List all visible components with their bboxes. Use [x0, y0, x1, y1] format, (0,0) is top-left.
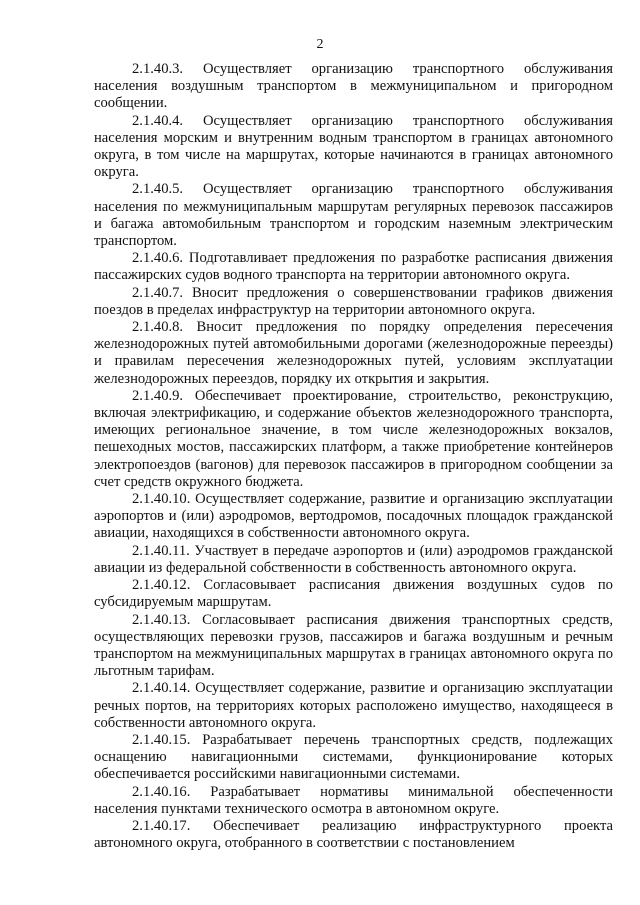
paragraph-text: Осуществляет организацию транспортного обслуживания населения морским и внутренним водным транспортом в границах автономного округа, в том числе на маршрутах, которые начинаются в границах автономного округа. — [94, 112, 613, 181]
page-number: 2 — [316, 37, 324, 52]
paragraph-number: 2.1.40.8. — [132, 319, 184, 336]
paragraph-number: 2.1.40.7. — [132, 284, 184, 301]
paragraph-text: Обеспечивает реализацию инфраструктурного проекта автономного округа, отобранного в соответствии с постановлением — [94, 817, 613, 852]
paragraph-number: 2.1.40.5. — [132, 181, 184, 198]
paragraph-text: Осуществляет содержание, развитие и организацию эксплуатации речных портов, на территориях которых расположено имущество, находящееся в собственности автономного округа. — [94, 680, 613, 731]
paragraph-2-1-40-16 — [94, 784, 613, 818]
paragraph-number: 2.1.40.4. — [132, 112, 184, 129]
paragraph-text: Вносит предложения о совершенствовании графиков движения поездов в пределах инфраструктур на территории автономного округа. — [94, 284, 613, 318]
paragraph-2-1-40-5 — [94, 181, 613, 250]
paragraph-2-1-40-7 — [94, 285, 613, 319]
paragraph-number: 2.1.40.11. — [132, 542, 190, 559]
paragraph-2-1-40-14 — [94, 680, 613, 732]
paragraph-text: Вносит предложения по порядку определения пересечения железнодорожных путей автомобильными дорогами (железнодорожные переезды) и правилам пересечения железнодорожных путей, условиям эксплуатации железнодорожных переездов, порядку их открытия и закрытия. — [94, 319, 614, 387]
paragraph-2-1-40-6 — [94, 250, 613, 284]
paragraph-2-1-40-17 — [94, 818, 613, 852]
paragraph-text: Согласовывает расписания движения транспортных средств, осуществляющих перевозки грузов, пассажиров и багажа воздушным и речным транспортом на межмуниципальных маршрутах в границах автономного округа по льготным тарифам. — [94, 611, 613, 680]
paragraph-number: 2.1.40.17. — [132, 817, 191, 834]
paragraph-text: Обеспечивает проектирование, строительство, реконструкцию, включая электрификацию, и содержание объектов железнодорожного транспорта, имеющих региональное значение, в том числе железнодорожных вокзалов, пешеходных мостов, пассажирских платформ, а также приобретение контейнеров электропоездов (вагонов) для перевозок пассажиров в пригородном сообщении за счет средств окружного бюджета. — [94, 387, 613, 490]
paragraph-number: 2.1.40.15. — [132, 731, 191, 748]
paragraph-text: Согласовывает расписания движения воздушных судов по субсидируемым маршрутам. — [94, 577, 613, 611]
paragraph-2-1-40-10 — [94, 491, 613, 543]
paragraph-2-1-40-13 — [94, 612, 613, 681]
paragraph-2-1-40-11 — [94, 543, 613, 577]
paragraph-2-1-40-4 — [94, 113, 613, 182]
paragraph-number: 2.1.40.12. — [132, 577, 191, 594]
paragraph-text: Осуществляет организацию транспортного обслуживания населения воздушным транспортом в межмуниципальном и пригородном сообщении. — [94, 61, 613, 112]
paragraph-text: Осуществляет содержание, развитие и организацию эксплуатации аэропортов и (или) аэродромов, вертодромов, посадочных площадок гражданской авиации, находящихся в собственности автономного округа. — [94, 491, 613, 542]
paragraph-text: Подготавливает предложения по разработке расписания движения пассажирских судов водного транспорта на территории автономного округа. — [94, 250, 613, 284]
paragraph-2-1-40-8 — [94, 319, 613, 388]
paragraph-number: 2.1.40.10. — [132, 491, 191, 508]
paragraph-text: Осуществляет организацию транспортного обслуживания населения по межмуниципальным маршрутам регулярных перевозок пассажиров и багажа автомобильным транспортом и городским наземным электрическим транспортом. — [94, 181, 613, 250]
paragraph-2-1-40-3 — [94, 61, 613, 113]
paragraph-2-1-40-9 — [94, 388, 613, 491]
document-body — [94, 61, 613, 852]
paragraph-number: 2.1.40.13. — [132, 611, 191, 628]
paragraph-number: 2.1.40.14. — [132, 680, 191, 697]
paragraph-2-1-40-12 — [94, 577, 613, 611]
paragraph-text: Участвует в передаче аэропортов и (или) аэродромов гражданской авиации из федеральной собственности в собственность автономного округа. — [94, 542, 613, 576]
paragraph-number: 2.1.40.3. — [132, 61, 184, 77]
paragraph-number: 2.1.40.6. — [132, 250, 184, 267]
paragraph-2-1-40-15 — [94, 732, 613, 784]
paragraph-text: Разрабатывает нормативы минимальной обеспеченности населения пунктами технического осмотра в автономном округе. — [94, 783, 613, 817]
paragraph-text: Разрабатывает перечень транспортных средств, подлежащих оснащению навигационными системами, функционирование которых обеспечивается российскими навигационными системами. — [94, 731, 614, 783]
paragraph-number: 2.1.40.9. — [132, 387, 184, 404]
paragraph-number: 2.1.40.16. — [132, 783, 191, 800]
